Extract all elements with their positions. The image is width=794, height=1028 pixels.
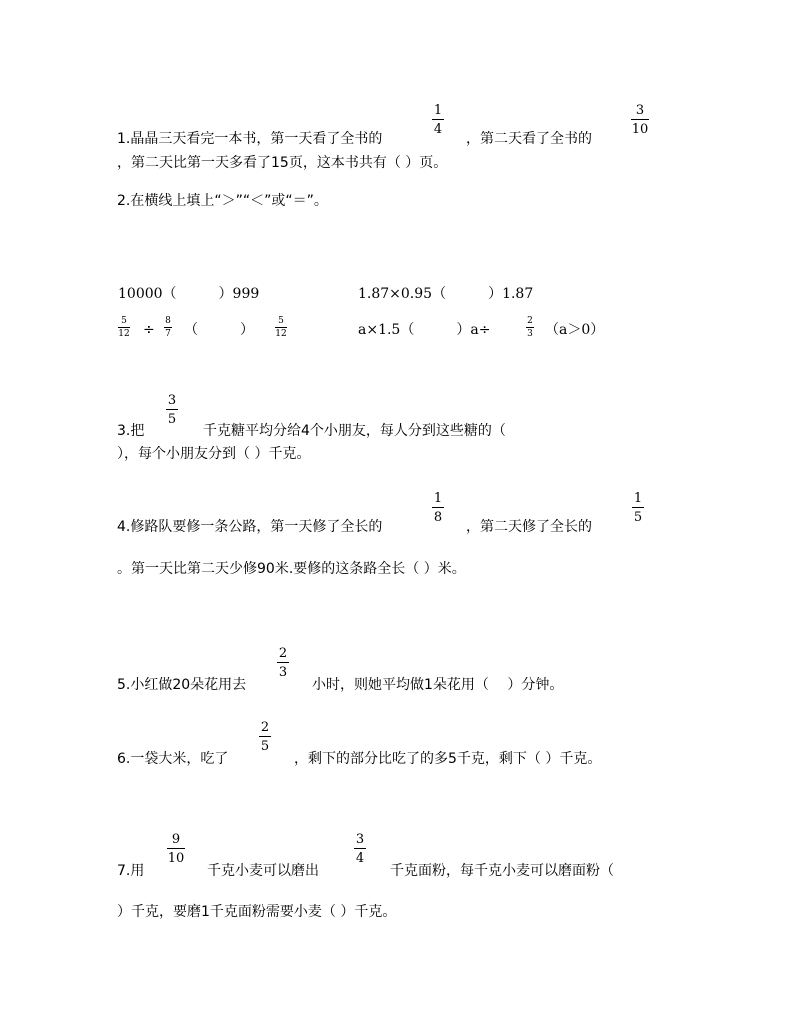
fraction-numerator: 5 <box>278 316 284 326</box>
q2-row1-right: 1.87×0.95（ ）1.87 <box>358 286 534 302</box>
fraction-denominator: 10 <box>631 122 649 137</box>
q7-mid: 千克小麦可以磨出 <box>207 863 319 879</box>
q3-line1: 千克糖平均分给4个小朋友，每人分到这些糖的（ <box>203 423 506 439</box>
fraction-bar <box>432 119 444 120</box>
q7-lead: 7.用 <box>117 863 145 879</box>
q4-fraction-b <box>632 491 644 525</box>
q7-fraction-a <box>167 832 185 866</box>
fraction-bar <box>167 848 185 849</box>
fraction-numerator: 2 <box>527 316 533 326</box>
fraction-numerator: 2 <box>278 646 288 661</box>
q6-tail: ，剩下的部分比吃了的多5千克，剩下（ ）千克。 <box>294 751 602 767</box>
fraction-numerator: 2 <box>260 720 270 735</box>
fraction-denominator: 10 <box>167 851 185 866</box>
fraction-denominator: 5 <box>167 412 177 427</box>
fraction-denominator: 5 <box>260 739 270 754</box>
fraction-bar <box>277 662 289 663</box>
q5-fraction <box>277 646 289 680</box>
fraction-denominator: 3 <box>278 665 288 680</box>
fraction-denominator: 8 <box>433 510 443 525</box>
fraction-denominator: 3 <box>527 329 533 339</box>
q4-line1-b: ，第二天修了全长的 <box>466 519 592 535</box>
fraction-denominator: 4 <box>355 851 365 866</box>
fraction-numerator: 3 <box>167 393 177 408</box>
fraction-bar <box>118 327 130 328</box>
q7-line1-tail: 千克面粉，每千克小麦可以磨面粉（ <box>390 863 614 879</box>
fraction-bar <box>526 327 534 328</box>
q2-fraction-3 <box>275 316 287 340</box>
fraction-bar <box>432 507 444 508</box>
fraction-numerator: 8 <box>165 316 171 326</box>
q2-row1-left: 10000（ ）999 <box>118 286 260 302</box>
q2-fraction-4 <box>526 316 534 340</box>
fraction-bar <box>631 119 649 120</box>
fraction-numerator: 1 <box>633 491 643 506</box>
fraction-numerator: 9 <box>171 832 181 847</box>
q5-tail: 小时，则她平均做1朵花用（ ）分钟。 <box>312 677 564 693</box>
fraction-numerator: 1 <box>433 491 443 506</box>
fraction-bar <box>166 409 178 410</box>
fraction-bar <box>632 507 644 508</box>
fraction-numerator: 5 <box>121 316 127 326</box>
q7-line2: ）千克，要磨1千克面粉需要小麦（ ）千克。 <box>117 904 397 920</box>
fraction-denominator: 7 <box>165 329 171 339</box>
q2-blank-paren: （ ） <box>184 322 254 338</box>
q2-fraction-2 <box>164 316 172 340</box>
q5-lead: 5.小红做20朵花用去 <box>117 677 247 693</box>
fraction-bar <box>164 327 172 328</box>
fraction-denominator: 4 <box>433 122 443 137</box>
q2-title: 2.在横线上填上“＞”“＜”或“＝”。 <box>117 193 328 209</box>
fraction-denominator: 5 <box>633 510 643 525</box>
fraction-bar <box>275 327 287 328</box>
q7-fraction-b <box>354 832 366 866</box>
fraction-denominator: 12 <box>275 329 287 339</box>
q3-fraction <box>166 393 178 427</box>
q3-lead: 3.把 <box>117 423 145 439</box>
fraction-numerator: 1 <box>433 103 443 118</box>
q1-fraction-b <box>631 103 649 137</box>
q1-line2: ，第二天比第一天多看了15页，这本书共有（ ）页。 <box>117 155 448 171</box>
q1-fraction-a <box>432 103 444 137</box>
fraction-denominator: 12 <box>118 329 130 339</box>
q1-line1-b: ，第二天看了全书的 <box>466 131 592 147</box>
q4-fraction-a <box>432 491 444 525</box>
q2-divide-sign: ÷ <box>143 322 155 338</box>
q4-line1-a: 4.修路队要修一条公路，第一天修了全长的 <box>117 519 383 535</box>
q6-lead: 6.一袋大米，吃了 <box>117 751 229 767</box>
q4-line2: 。第一天比第二天少修90米.要修的这条路全长（ ）米。 <box>117 561 466 577</box>
q3-line2: ），每个小朋友分到（ ）千克。 <box>117 446 311 462</box>
q1-line1-a: 1.晶晶三天看完一本书，第一天看了全书的 <box>117 131 383 147</box>
q6-fraction <box>259 720 271 754</box>
q2-row2-right-b: （a＞0） <box>545 322 605 338</box>
fraction-numerator: 3 <box>635 103 645 118</box>
q2-fraction-1 <box>118 316 130 340</box>
fraction-bar <box>259 736 271 737</box>
fraction-bar <box>354 848 366 849</box>
q2-row2-right-a: a×1.5（ ）a÷ <box>358 322 491 338</box>
fraction-numerator: 3 <box>355 832 365 847</box>
